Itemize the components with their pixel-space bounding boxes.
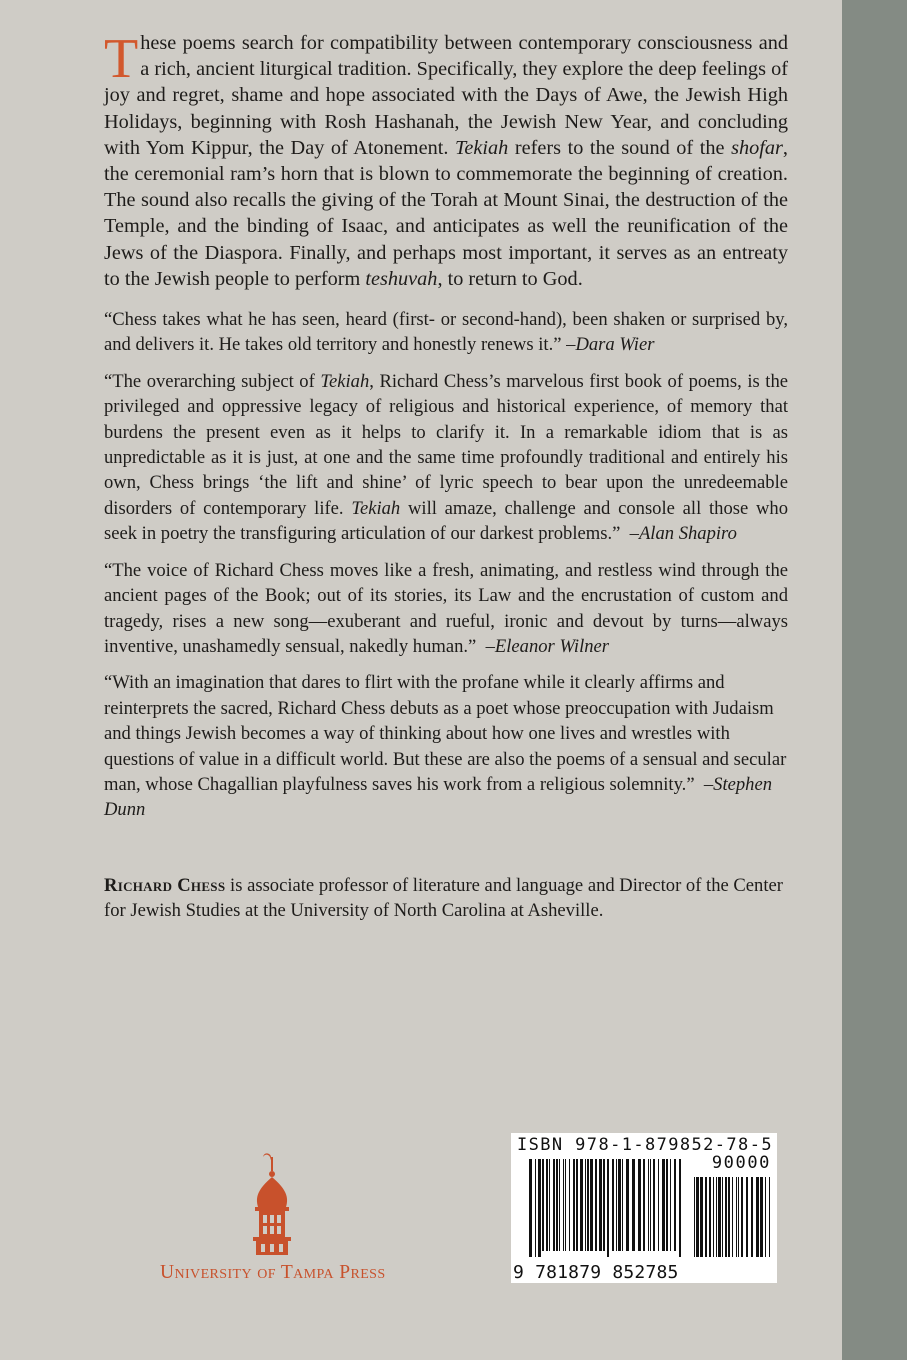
barcode-bar	[769, 1177, 770, 1257]
barcode-bar	[599, 1159, 602, 1251]
barcode-bar	[559, 1159, 560, 1251]
title-tekiah: Tekiah	[320, 370, 370, 392]
barcode-bar	[643, 1159, 645, 1251]
author-bio	[104, 873, 788, 924]
addon-barcode-bars	[694, 1177, 772, 1257]
barcode-bar	[760, 1177, 763, 1257]
barcode-bar	[653, 1159, 655, 1251]
barcode-bar	[565, 1159, 566, 1251]
barcode-bar	[612, 1159, 614, 1251]
barcode-bar	[549, 1159, 550, 1251]
barcode-bar	[700, 1177, 703, 1257]
isbn-number: ISBN 978-1-879852-78-5	[517, 1135, 773, 1155]
blurb-text: “The overarching subject of	[104, 370, 321, 392]
blurb-text: “With an imagination that dares to flirt with the profane while it clearly affirms and reinterprets the sacred, Richard Chess debuts as a poet whose preoccupation with Judaism and things Jewish becomes a way of thinking about how one lives and wrestles with questions of value in a difficult world. But these are also the poems of a sensual and secular man, whose Chagallian playfulness saves his work from a religious solemnity.”	[104, 672, 787, 795]
author-name: Richard Chess	[104, 874, 226, 896]
barcode-bar	[705, 1177, 707, 1257]
barcode-bar	[670, 1159, 671, 1251]
intro-paragraph	[104, 30, 788, 292]
barcode-bar	[573, 1159, 575, 1251]
back-cover-text	[104, 30, 788, 942]
barcode-bar	[674, 1159, 676, 1251]
isbn-barcode	[511, 1133, 777, 1283]
barcode-bar	[535, 1159, 536, 1257]
barcode-bar	[616, 1159, 617, 1251]
blurb-text: will amaze, challenge and console all those who seek in poetry the transfiguring articulation of our darkest problems.”	[104, 497, 788, 545]
barcode-bar	[662, 1159, 665, 1251]
barcode-bar	[650, 1159, 651, 1251]
barcode-bar	[585, 1159, 586, 1251]
barcode-bar	[590, 1159, 593, 1251]
author-bio-text: is associate professor of literature and language and Director of the Center for Jewish Studies at the University of North Carolina at Asheville.	[104, 874, 783, 922]
barcode-bar	[658, 1159, 659, 1251]
barcode-bar	[722, 1177, 723, 1257]
blurb-attribution: –Alan Shapiro	[629, 523, 737, 545]
barcode-bars	[529, 1159, 685, 1257]
title-tekiah: Tekiah	[351, 497, 401, 519]
barcode-bar	[632, 1159, 635, 1251]
blurb-wier	[104, 307, 788, 358]
barcode-bar	[626, 1159, 629, 1251]
barcode-bar	[638, 1159, 641, 1251]
blurb-dunn	[104, 670, 788, 822]
intro-text-3: , the ceremonial ram’s horn that is blown to commemorate the beginning of creation. The sound also recalls the giving of the Torah at Mount Sinai, the destruction of the Temple, and the binding of Isaac, and anticipates as well the reunification of the Jews of the Diaspora. Finally, and perhaps most important, it serves as an entreaty to the Jewish people to perform	[104, 136, 788, 290]
intro-text-4: , to return to God.	[437, 267, 583, 290]
blurb-text: “Chess takes what he has seen, heard (first- or second-hand), been shaken or surprised by, and delivers it. He takes old territory and honestly renews it.”	[104, 309, 788, 356]
barcode-bar	[694, 1177, 695, 1257]
blurb-text: “The voice of Richard Chess moves like a fresh, animating, and restless wind through the ancient pages of the Book; out of its stories, its Law and the encrustation of custom and tragedy, rises a new song—exuberant and rueful, ironic and devout by turns—always inventive, unashamedly sensual, nakedly human.”	[104, 559, 788, 657]
term-shofar: shofar	[731, 136, 783, 159]
blurb-wilner	[104, 558, 788, 660]
blurb-shapiro	[104, 369, 788, 547]
barcode-bar	[713, 1177, 714, 1257]
barcode-bar	[648, 1159, 649, 1251]
barcode-bar	[538, 1159, 541, 1257]
blurb-attribution: –Dara Wier	[566, 334, 655, 356]
barcode-bar	[556, 1159, 558, 1251]
barcode-bar	[765, 1177, 766, 1257]
barcode-bar	[618, 1159, 621, 1251]
barcode-bar	[603, 1159, 605, 1251]
blurb-text: , Richard Chess’s marvelous first book of poems, is the privileged and oppressive legacy of religious and historical experience, of memory that burdens the present even as it helps to clarify it. In a remarkable idiom that is as unpredictable as it is just, at one and the same time profoundly traditional and entirely his own, Chess brings ‘the lift and shine’ of lyric speech to bear upon the unredeemable disorders of contemporary life.	[104, 370, 788, 519]
barcode-bar	[718, 1177, 721, 1257]
barcode-bar	[569, 1159, 570, 1251]
barcode-bar	[576, 1159, 578, 1251]
barcode-bar	[587, 1159, 589, 1251]
term-teshuvah: teshuvah	[365, 267, 438, 290]
barcode-bar	[756, 1177, 759, 1257]
intro-text-2: refers to the sound of the	[508, 136, 732, 159]
barcode-bar	[696, 1177, 699, 1257]
blurb-attribution: –Eleanor Wilner	[485, 635, 610, 657]
barcode-bar	[679, 1159, 681, 1257]
publisher-name: University of Tampa Press	[160, 1262, 386, 1283]
barcode-bar	[595, 1159, 597, 1251]
barcode-bar	[716, 1177, 717, 1257]
barcode-bar	[622, 1159, 623, 1251]
barcode-bar	[746, 1177, 748, 1257]
barcode-bar	[529, 1159, 532, 1257]
barcode-bar	[736, 1177, 737, 1257]
drop-cap: T	[104, 28, 139, 90]
title-tekiah: Tekiah	[454, 136, 509, 159]
barcode-bar	[666, 1159, 668, 1251]
barcode-bar	[563, 1159, 564, 1251]
intro-text-1: hese poems search for compatibility between contemporary consciousness and a rich, ancient liturgical tradition. Specifically, they explore the deep feelings of joy and regret, shame and hope associated with the Days of Awe, the Jewish High Holidays, beginning with Rosh Hashanah, the Jewish New Year, and concluding with Yom Kippur, the Day of Atonement.	[104, 32, 788, 159]
barcode-bar	[607, 1159, 609, 1257]
barcode-bar	[709, 1177, 711, 1257]
price-code: 90000	[711, 1153, 771, 1173]
barcode-bar	[580, 1159, 583, 1251]
barcode-bar	[741, 1177, 743, 1257]
spine-strip	[842, 0, 907, 1360]
barcode-bar	[546, 1159, 548, 1251]
barcode-bar	[728, 1177, 730, 1257]
barcode-bar	[751, 1177, 753, 1257]
barcode-bar	[542, 1159, 544, 1251]
barcode-bar	[738, 1177, 739, 1257]
barcode-bar	[553, 1159, 555, 1251]
barcode-bar	[732, 1177, 733, 1257]
ean-number: 9 781879 852785	[513, 1262, 679, 1283]
barcode-bar	[725, 1177, 727, 1257]
blurb-attribution: –Stephen Dunn	[104, 773, 773, 821]
